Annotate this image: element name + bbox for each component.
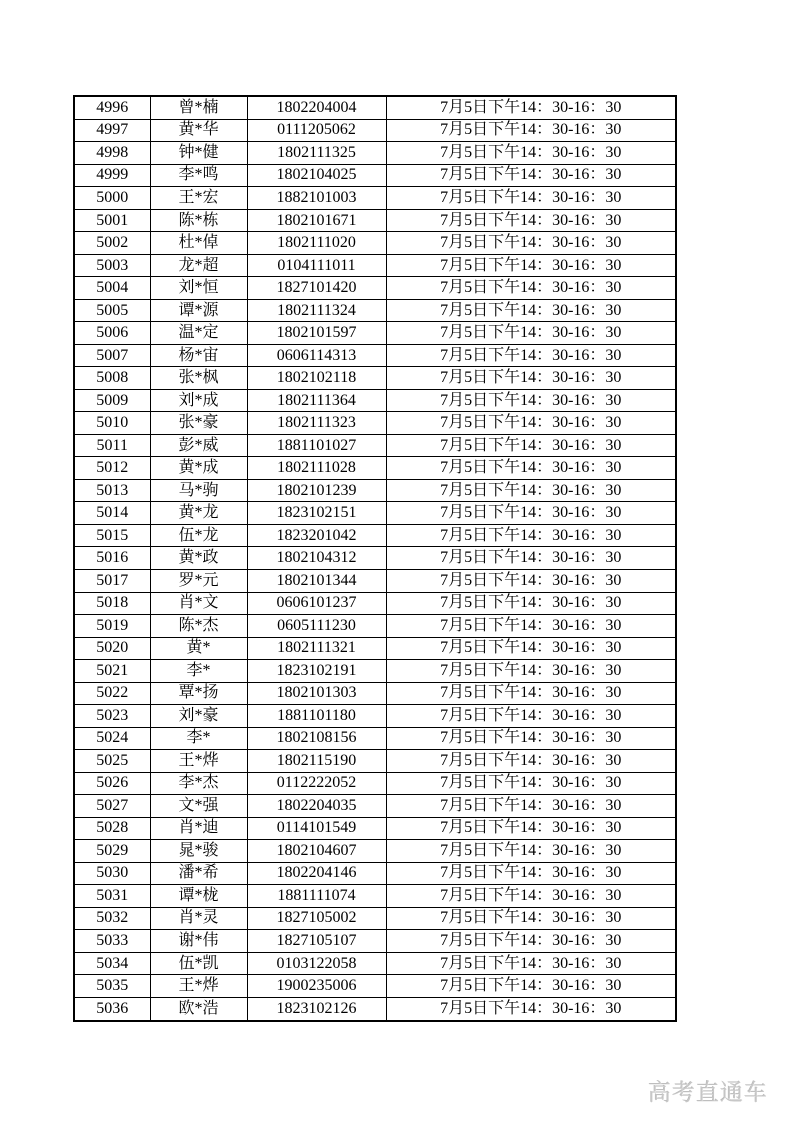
name-cell: 王*烨 (150, 750, 247, 773)
id-cell: 0605111230 (247, 615, 386, 638)
session-cell: 7月5日下午14：30-16：30 (386, 547, 676, 570)
session-cell: 7月5日下午14：30-16：30 (386, 907, 676, 930)
serial-cell: 5012 (74, 457, 150, 480)
id-cell: 1802102118 (247, 367, 386, 390)
name-cell: 杜*倬 (150, 232, 247, 255)
session-cell: 7月5日下午14：30-16：30 (386, 660, 676, 683)
id-cell: 0606101237 (247, 592, 386, 615)
table-row (74, 277, 676, 300)
name-cell: 王*宏 (150, 187, 247, 210)
session-cell: 7月5日下午14：30-16：30 (386, 862, 676, 885)
name-cell: 陈*杰 (150, 615, 247, 638)
session-cell: 7月5日下午14：30-16：30 (386, 254, 676, 277)
id-cell: 1881101027 (247, 434, 386, 457)
name-cell: 李* (150, 727, 247, 750)
name-cell: 黄*龙 (150, 502, 247, 525)
id-cell: 1802101671 (247, 209, 386, 232)
session-cell: 7月5日下午14：30-16：30 (386, 164, 676, 187)
table-row (74, 817, 676, 840)
name-cell: 李* (150, 660, 247, 683)
serial-cell: 4999 (74, 164, 150, 187)
id-cell: 0114101549 (247, 817, 386, 840)
session-cell: 7月5日下午14：30-16：30 (386, 885, 676, 908)
table-row (74, 885, 676, 908)
serial-cell: 5020 (74, 637, 150, 660)
session-cell: 7月5日下午14：30-16：30 (386, 434, 676, 457)
table-row (74, 434, 676, 457)
name-cell: 曾*楠 (150, 96, 247, 119)
table-row (74, 975, 676, 998)
serial-cell: 5023 (74, 705, 150, 728)
name-cell: 张*豪 (150, 412, 247, 435)
name-cell: 黄*成 (150, 457, 247, 480)
serial-cell: 5007 (74, 344, 150, 367)
id-cell: 0103122058 (247, 952, 386, 975)
name-cell: 黄* (150, 637, 247, 660)
session-cell: 7月5日下午14：30-16：30 (386, 232, 676, 255)
name-cell: 谭*源 (150, 299, 247, 322)
id-cell: 1881111074 (247, 885, 386, 908)
session-cell: 7月5日下午14：30-16：30 (386, 840, 676, 863)
name-cell: 覃*扬 (150, 682, 247, 705)
id-cell: 1802111324 (247, 299, 386, 322)
session-cell: 7月5日下午14：30-16：30 (386, 142, 676, 165)
table-row (74, 795, 676, 818)
serial-cell: 5014 (74, 502, 150, 525)
exam-roster-table-body (74, 96, 676, 1021)
session-cell: 7月5日下午14：30-16：30 (386, 930, 676, 953)
serial-cell: 5021 (74, 660, 150, 683)
name-cell: 彭*威 (150, 434, 247, 457)
table-row (74, 164, 676, 187)
name-cell: 马*驹 (150, 479, 247, 502)
serial-cell: 5033 (74, 930, 150, 953)
table-row (74, 547, 676, 570)
id-cell: 1827105107 (247, 930, 386, 953)
id-cell: 1802101239 (247, 479, 386, 502)
id-cell: 1802111325 (247, 142, 386, 165)
name-cell: 刘*豪 (150, 705, 247, 728)
serial-cell: 5030 (74, 862, 150, 885)
table-row (74, 254, 676, 277)
table-row (74, 119, 676, 142)
serial-cell: 5025 (74, 750, 150, 773)
id-cell: 1802115190 (247, 750, 386, 773)
session-cell: 7月5日下午14：30-16：30 (386, 727, 676, 750)
table-row (74, 389, 676, 412)
serial-cell: 5018 (74, 592, 150, 615)
id-cell: 1823102191 (247, 660, 386, 683)
name-cell: 李*鸣 (150, 164, 247, 187)
serial-cell: 4996 (74, 96, 150, 119)
name-cell: 黄*华 (150, 119, 247, 142)
name-cell: 龙*超 (150, 254, 247, 277)
serial-cell: 5004 (74, 277, 150, 300)
serial-cell: 5001 (74, 209, 150, 232)
serial-cell: 5010 (74, 412, 150, 435)
id-cell: 1802111364 (247, 389, 386, 412)
name-cell: 晁*骏 (150, 840, 247, 863)
id-cell: 1802111323 (247, 412, 386, 435)
name-cell: 伍*凯 (150, 952, 247, 975)
table-row (74, 367, 676, 390)
serial-cell: 5016 (74, 547, 150, 570)
session-cell: 7月5日下午14：30-16：30 (386, 975, 676, 998)
serial-cell: 5003 (74, 254, 150, 277)
name-cell: 肖*文 (150, 592, 247, 615)
serial-cell: 5028 (74, 817, 150, 840)
name-cell: 黄*政 (150, 547, 247, 570)
session-cell: 7月5日下午14：30-16：30 (386, 389, 676, 412)
table-row (74, 907, 676, 930)
name-cell: 谢*伟 (150, 930, 247, 953)
serial-cell: 5009 (74, 389, 150, 412)
name-cell: 张*枫 (150, 367, 247, 390)
serial-cell: 5000 (74, 187, 150, 210)
table-row (74, 412, 676, 435)
id-cell: 0111205062 (247, 119, 386, 142)
id-cell: 1802101597 (247, 322, 386, 345)
table-row (74, 96, 676, 119)
session-cell: 7月5日下午14：30-16：30 (386, 997, 676, 1021)
serial-cell: 5022 (74, 682, 150, 705)
serial-cell: 5035 (74, 975, 150, 998)
session-cell: 7月5日下午14：30-16：30 (386, 119, 676, 142)
id-cell: 1823201042 (247, 524, 386, 547)
table-row (74, 772, 676, 795)
session-cell: 7月5日下午14：30-16：30 (386, 96, 676, 119)
session-cell: 7月5日下午14：30-16：30 (386, 479, 676, 502)
id-cell: 1802111028 (247, 457, 386, 480)
name-cell: 杨*宙 (150, 344, 247, 367)
serial-cell: 5011 (74, 434, 150, 457)
session-cell: 7月5日下午14：30-16：30 (386, 367, 676, 390)
session-cell: 7月5日下午14：30-16：30 (386, 705, 676, 728)
serial-cell: 5034 (74, 952, 150, 975)
name-cell: 谭*栊 (150, 885, 247, 908)
name-cell: 刘*恒 (150, 277, 247, 300)
session-cell: 7月5日下午14：30-16：30 (386, 952, 676, 975)
serial-cell: 5017 (74, 570, 150, 593)
id-cell: 1802108156 (247, 727, 386, 750)
session-cell: 7月5日下午14：30-16：30 (386, 772, 676, 795)
name-cell: 李*杰 (150, 772, 247, 795)
name-cell: 肖*迪 (150, 817, 247, 840)
table-row (74, 592, 676, 615)
serial-cell: 5027 (74, 795, 150, 818)
exam-roster-table (73, 95, 677, 1022)
session-cell: 7月5日下午14：30-16：30 (386, 682, 676, 705)
id-cell: 0112222052 (247, 772, 386, 795)
serial-cell: 5024 (74, 727, 150, 750)
session-cell: 7月5日下午14：30-16：30 (386, 502, 676, 525)
id-cell: 1802104025 (247, 164, 386, 187)
id-cell: 1823102151 (247, 502, 386, 525)
session-cell: 7月5日下午14：30-16：30 (386, 277, 676, 300)
table-row (74, 209, 676, 232)
serial-cell: 4997 (74, 119, 150, 142)
table-row (74, 322, 676, 345)
table-row (74, 952, 676, 975)
session-cell: 7月5日下午14：30-16：30 (386, 187, 676, 210)
name-cell: 刘*成 (150, 389, 247, 412)
table-row (74, 299, 676, 322)
id-cell: 1823102126 (247, 997, 386, 1021)
session-cell: 7月5日下午14：30-16：30 (386, 322, 676, 345)
table-row (74, 502, 676, 525)
serial-cell: 5005 (74, 299, 150, 322)
table-row (74, 930, 676, 953)
id-cell: 1827101420 (247, 277, 386, 300)
table-row (74, 727, 676, 750)
serial-cell: 5015 (74, 524, 150, 547)
id-cell: 1900235006 (247, 975, 386, 998)
id-cell: 0606114313 (247, 344, 386, 367)
id-cell: 1827105002 (247, 907, 386, 930)
session-cell: 7月5日下午14：30-16：30 (386, 524, 676, 547)
session-cell: 7月5日下午14：30-16：30 (386, 412, 676, 435)
table-row (74, 682, 676, 705)
serial-cell: 5006 (74, 322, 150, 345)
id-cell: 1802111020 (247, 232, 386, 255)
session-cell: 7月5日下午14：30-16：30 (386, 209, 676, 232)
id-cell: 1802104607 (247, 840, 386, 863)
id-cell: 0104111011 (247, 254, 386, 277)
id-cell: 1881101180 (247, 705, 386, 728)
session-cell: 7月5日下午14：30-16：30 (386, 615, 676, 638)
serial-cell: 5002 (74, 232, 150, 255)
table-row (74, 615, 676, 638)
name-cell: 钟*健 (150, 142, 247, 165)
table-row (74, 232, 676, 255)
table-row (74, 637, 676, 660)
session-cell: 7月5日下午14：30-16：30 (386, 344, 676, 367)
table-row (74, 997, 676, 1021)
table-row (74, 344, 676, 367)
session-cell: 7月5日下午14：30-16：30 (386, 592, 676, 615)
session-cell: 7月5日下午14：30-16：30 (386, 457, 676, 480)
id-cell: 1802101344 (247, 570, 386, 593)
serial-cell: 5032 (74, 907, 150, 930)
serial-cell: 5008 (74, 367, 150, 390)
table-row (74, 457, 676, 480)
table-row (74, 479, 676, 502)
name-cell: 伍*龙 (150, 524, 247, 547)
name-cell: 罗*元 (150, 570, 247, 593)
id-cell: 1802204035 (247, 795, 386, 818)
name-cell: 温*定 (150, 322, 247, 345)
serial-cell: 4998 (74, 142, 150, 165)
session-cell: 7月5日下午14：30-16：30 (386, 299, 676, 322)
name-cell: 潘*希 (150, 862, 247, 885)
id-cell: 1882101003 (247, 187, 386, 210)
serial-cell: 5029 (74, 840, 150, 863)
name-cell: 肖*灵 (150, 907, 247, 930)
id-cell: 1802204004 (247, 96, 386, 119)
session-cell: 7月5日下午14：30-16：30 (386, 795, 676, 818)
id-cell: 1802101303 (247, 682, 386, 705)
session-cell: 7月5日下午14：30-16：30 (386, 570, 676, 593)
id-cell: 1802104312 (247, 547, 386, 570)
table-row (74, 142, 676, 165)
table-row (74, 660, 676, 683)
name-cell: 欧*浩 (150, 997, 247, 1021)
serial-cell: 5013 (74, 479, 150, 502)
name-cell: 王*烨 (150, 975, 247, 998)
table-row (74, 524, 676, 547)
table-row (74, 862, 676, 885)
name-cell: 陈*栋 (150, 209, 247, 232)
serial-cell: 5019 (74, 615, 150, 638)
table-row (74, 705, 676, 728)
session-cell: 7月5日下午14：30-16：30 (386, 750, 676, 773)
serial-cell: 5036 (74, 997, 150, 1021)
serial-cell: 5026 (74, 772, 150, 795)
table-row (74, 187, 676, 210)
session-cell: 7月5日下午14：30-16：30 (386, 817, 676, 840)
session-cell: 7月5日下午14：30-16：30 (386, 637, 676, 660)
serial-cell: 5031 (74, 885, 150, 908)
table-row (74, 570, 676, 593)
id-cell: 1802204146 (247, 862, 386, 885)
table-row (74, 840, 676, 863)
id-cell: 1802111321 (247, 637, 386, 660)
table-row (74, 750, 676, 773)
name-cell: 文*强 (150, 795, 247, 818)
watermark: 高考直通车 (648, 1080, 768, 1105)
